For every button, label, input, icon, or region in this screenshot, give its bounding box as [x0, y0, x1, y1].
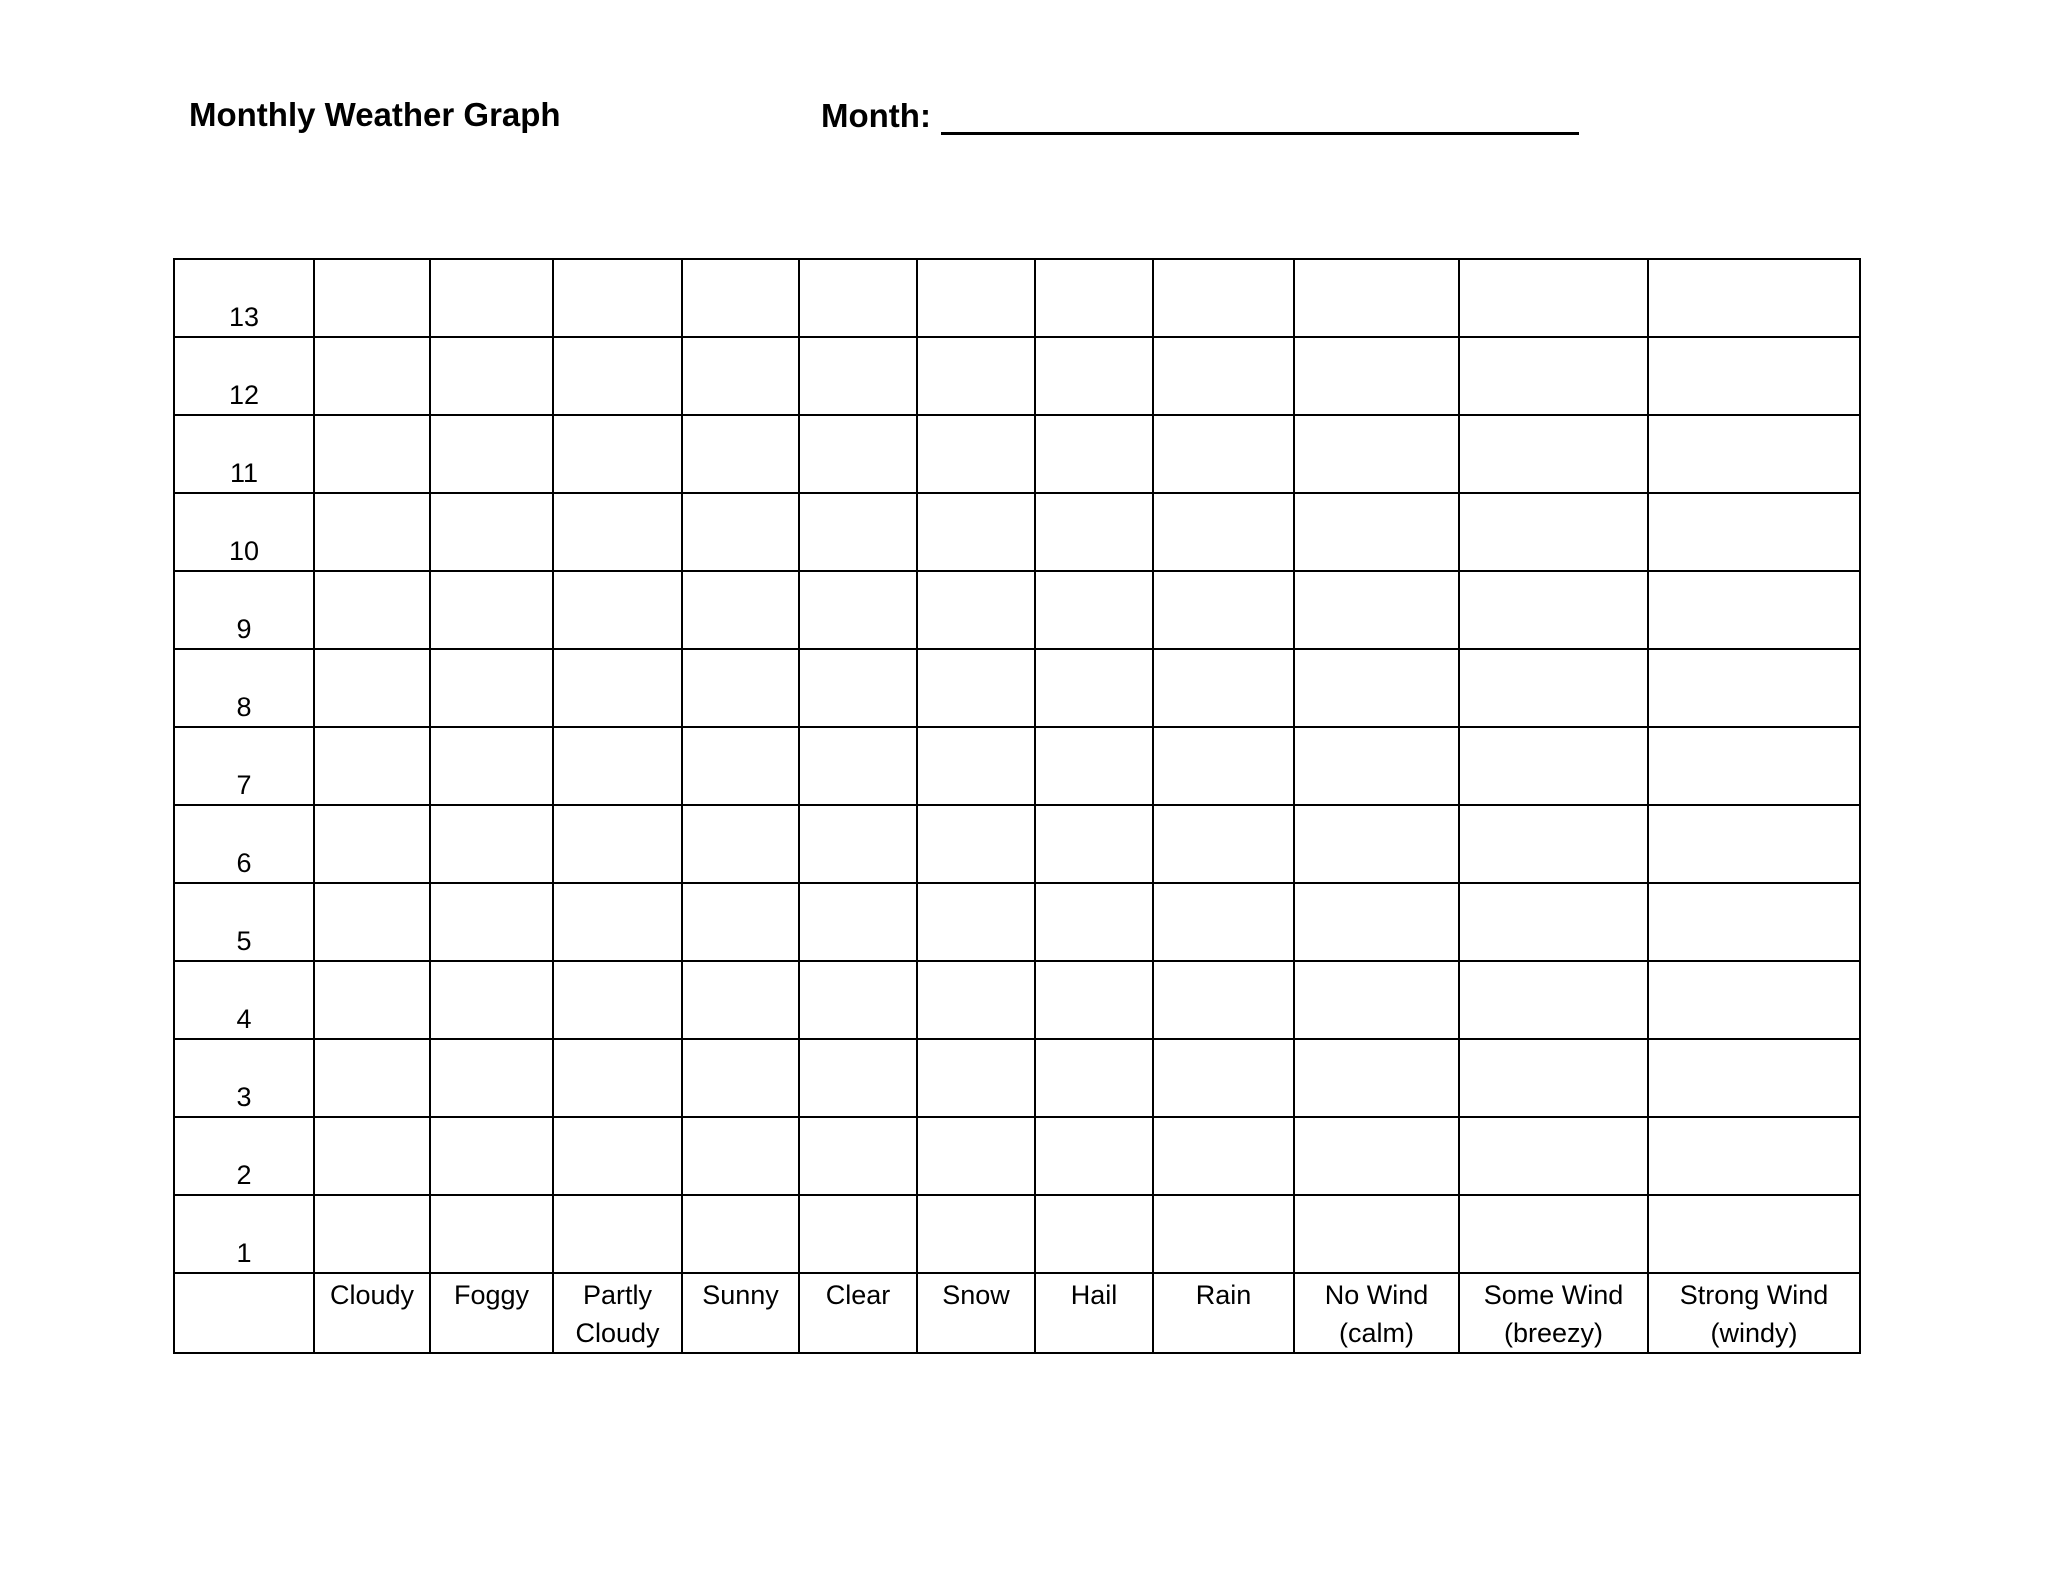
category-label-line1: Clear — [825, 1280, 891, 1310]
graph-cell[interactable] — [1153, 883, 1294, 961]
graph-cell[interactable] — [1294, 805, 1459, 883]
graph-cell[interactable] — [1459, 415, 1648, 493]
y-axis-label: 7 — [174, 727, 314, 805]
graph-cell[interactable] — [1459, 493, 1648, 571]
graph-cell[interactable] — [1648, 1117, 1860, 1195]
graph-cell[interactable] — [1035, 259, 1153, 337]
graph-cell[interactable] — [1035, 1195, 1153, 1273]
graph-cell[interactable] — [682, 259, 799, 337]
graph-cell[interactable] — [799, 493, 917, 571]
graph-cell[interactable] — [799, 259, 917, 337]
graph-cell[interactable] — [314, 571, 430, 649]
graph-cell[interactable] — [1035, 493, 1153, 571]
graph-cell[interactable] — [917, 961, 1035, 1039]
graph-cell[interactable] — [314, 337, 430, 415]
y-axis-label: 12 — [174, 337, 314, 415]
graph-cell[interactable] — [1294, 259, 1459, 337]
graph-cell[interactable] — [682, 727, 799, 805]
graph-cell[interactable] — [799, 649, 917, 727]
graph-cell[interactable] — [553, 1195, 682, 1273]
category-label-line1: Cloudy — [329, 1280, 415, 1310]
graph-cell[interactable] — [430, 649, 553, 727]
graph-cell[interactable] — [799, 337, 917, 415]
graph-cell[interactable] — [430, 805, 553, 883]
graph-cell[interactable] — [1459, 1195, 1648, 1273]
corner-cell — [174, 1273, 314, 1353]
graph-cell[interactable] — [553, 493, 682, 571]
category-label — [314, 1273, 430, 1353]
graph-cell[interactable] — [1153, 727, 1294, 805]
graph-cell[interactable] — [917, 805, 1035, 883]
category-label — [799, 1273, 917, 1353]
grid-row — [174, 337, 1860, 415]
graph-cell[interactable] — [1153, 961, 1294, 1039]
grid-row — [174, 805, 1860, 883]
category-label — [553, 1273, 682, 1353]
graph-cell[interactable] — [1648, 649, 1860, 727]
graph-cell[interactable] — [1648, 415, 1860, 493]
graph-cell[interactable] — [799, 1039, 917, 1117]
graph-cell[interactable] — [799, 415, 917, 493]
graph-cell[interactable] — [1153, 649, 1294, 727]
graph-cell[interactable] — [1294, 649, 1459, 727]
category-label-row — [174, 1273, 1860, 1353]
graph-cell[interactable] — [314, 1039, 430, 1117]
graph-cell[interactable] — [430, 1039, 553, 1117]
graph-cell[interactable] — [1153, 1195, 1294, 1273]
graph-cell[interactable] — [430, 1195, 553, 1273]
graph-cell[interactable] — [682, 961, 799, 1039]
category-label-line2: Cloudy — [575, 1318, 660, 1348]
graph-cell[interactable] — [1648, 571, 1860, 649]
y-axis-label: 1 — [174, 1195, 314, 1273]
graph-cell[interactable] — [1459, 883, 1648, 961]
y-axis-label: 6 — [174, 805, 314, 883]
category-label-line1: Foggy — [453, 1280, 530, 1310]
y-axis-label: 13 — [174, 259, 314, 337]
graph-cell[interactable] — [799, 1195, 917, 1273]
category-label — [1035, 1273, 1153, 1353]
graph-cell[interactable] — [1153, 805, 1294, 883]
graph-cell[interactable] — [430, 571, 553, 649]
graph-cell[interactable] — [553, 1039, 682, 1117]
graph-cell[interactable] — [917, 337, 1035, 415]
graph-cell[interactable] — [1294, 727, 1459, 805]
graph-cell[interactable] — [553, 649, 682, 727]
graph-cell[interactable] — [553, 1117, 682, 1195]
graph-cell[interactable] — [682, 571, 799, 649]
graph-cell[interactable] — [314, 961, 430, 1039]
graph-cell[interactable] — [799, 883, 917, 961]
graph-cell[interactable] — [314, 493, 430, 571]
category-label-line2: (windy) — [1710, 1318, 1798, 1348]
graph-cell[interactable] — [430, 883, 553, 961]
graph-cell[interactable] — [682, 415, 799, 493]
graph-cell[interactable] — [917, 1195, 1035, 1273]
graph-cell[interactable] — [1035, 571, 1153, 649]
graph-cell[interactable] — [1459, 805, 1648, 883]
graph-cell[interactable] — [1294, 1117, 1459, 1195]
graph-cell[interactable] — [1294, 1039, 1459, 1117]
graph-cell[interactable] — [1035, 337, 1153, 415]
graph-cell[interactable] — [1648, 337, 1860, 415]
graph-cell[interactable] — [799, 961, 917, 1039]
graph-cell[interactable] — [682, 1117, 799, 1195]
graph-cell[interactable] — [1153, 493, 1294, 571]
category-label-line1: Partly — [582, 1280, 653, 1310]
graph-cell[interactable] — [314, 1117, 430, 1195]
month-label: Month: — [821, 97, 931, 134]
graph-cell[interactable] — [553, 727, 682, 805]
graph-cell[interactable] — [917, 883, 1035, 961]
category-label — [917, 1273, 1035, 1353]
graph-cell[interactable] — [553, 571, 682, 649]
graph-cell[interactable] — [553, 259, 682, 337]
graph-cell[interactable] — [917, 649, 1035, 727]
graph-cell[interactable] — [430, 259, 553, 337]
graph-cell[interactable] — [1459, 1117, 1648, 1195]
graph-cell[interactable] — [314, 727, 430, 805]
grid-row — [174, 883, 1860, 961]
graph-cell[interactable] — [1035, 805, 1153, 883]
graph-cell[interactable] — [1459, 727, 1648, 805]
grid-row — [174, 493, 1860, 571]
category-label — [1153, 1273, 1294, 1353]
graph-cell[interactable] — [314, 1195, 430, 1273]
graph-cell[interactable] — [553, 883, 682, 961]
category-label-line2: (calm) — [1339, 1318, 1414, 1348]
graph-cell[interactable] — [1153, 571, 1294, 649]
graph-cell[interactable] — [799, 1117, 917, 1195]
grid-row — [174, 1195, 1860, 1273]
graph-cell[interactable] — [553, 805, 682, 883]
graph-cell[interactable] — [682, 805, 799, 883]
graph-cell[interactable] — [553, 961, 682, 1039]
graph-cell[interactable] — [1294, 337, 1459, 415]
graph-cell[interactable] — [1294, 961, 1459, 1039]
y-axis-label: 3 — [174, 1039, 314, 1117]
month-field — [821, 96, 1579, 135]
graph-cell[interactable] — [917, 259, 1035, 337]
category-label-line1: Snow — [942, 1280, 1010, 1310]
graph-cell[interactable] — [553, 337, 682, 415]
graph-cell[interactable] — [1294, 493, 1459, 571]
graph-cell[interactable] — [314, 259, 430, 337]
category-label-line2: (breezy) — [1503, 1318, 1604, 1348]
category-label-line1: Hail — [1070, 1280, 1118, 1310]
graph-cell[interactable] — [1459, 961, 1648, 1039]
y-axis-label: 10 — [174, 493, 314, 571]
graph-cell[interactable] — [1294, 883, 1459, 961]
graph-cell[interactable] — [553, 415, 682, 493]
grid-row — [174, 1117, 1860, 1195]
graph-cell[interactable] — [917, 493, 1035, 571]
graph-cell[interactable] — [917, 727, 1035, 805]
graph-cell[interactable] — [430, 961, 553, 1039]
y-axis-label: 8 — [174, 649, 314, 727]
graph-cell[interactable] — [682, 493, 799, 571]
graph-cell[interactable] — [1294, 571, 1459, 649]
grid-row — [174, 649, 1860, 727]
graph-cell[interactable] — [682, 1039, 799, 1117]
graph-cell[interactable] — [1294, 1195, 1459, 1273]
graph-cell[interactable] — [430, 337, 553, 415]
category-label-line1: Some Wind — [1483, 1280, 1624, 1310]
category-label-line1: Rain — [1195, 1280, 1252, 1310]
graph-cell[interactable] — [1648, 727, 1860, 805]
category-label-line1: No Wind — [1324, 1280, 1429, 1310]
graph-cell[interactable] — [430, 727, 553, 805]
graph-cell[interactable] — [1035, 727, 1153, 805]
graph-cell[interactable] — [1035, 1039, 1153, 1117]
graph-cell[interactable] — [1459, 649, 1648, 727]
graph-cell[interactable] — [1648, 805, 1860, 883]
graph-cell[interactable] — [1648, 961, 1860, 1039]
category-label-line1: Strong Wind — [1679, 1280, 1829, 1310]
y-axis-label: 4 — [174, 961, 314, 1039]
graph-cell[interactable] — [430, 1117, 553, 1195]
graph-cell[interactable] — [682, 649, 799, 727]
grid-body — [174, 259, 1860, 1353]
graph-cell[interactable] — [1459, 571, 1648, 649]
category-label — [1459, 1273, 1648, 1353]
graph-cell[interactable] — [1153, 1039, 1294, 1117]
graph-cell[interactable] — [682, 1195, 799, 1273]
graph-cell[interactable] — [430, 415, 553, 493]
graph-cell[interactable] — [799, 571, 917, 649]
graph-cell[interactable] — [1035, 1117, 1153, 1195]
graph-cell[interactable] — [1648, 259, 1860, 337]
graph-cell[interactable] — [1648, 883, 1860, 961]
category-label — [430, 1273, 553, 1353]
y-axis-label: 2 — [174, 1117, 314, 1195]
graph-cell[interactable] — [1459, 1039, 1648, 1117]
graph-cell[interactable] — [1035, 649, 1153, 727]
graph-cell[interactable] — [314, 415, 430, 493]
graph-cell[interactable] — [314, 883, 430, 961]
graph-cell[interactable] — [799, 805, 917, 883]
y-axis-label: 5 — [174, 883, 314, 961]
y-axis-label: 9 — [174, 571, 314, 649]
graph-cell[interactable] — [1459, 337, 1648, 415]
grid-row — [174, 1039, 1860, 1117]
graph-cell[interactable] — [682, 883, 799, 961]
graph-cell[interactable] — [1153, 1117, 1294, 1195]
graph-cell[interactable] — [1648, 1039, 1860, 1117]
category-label — [1648, 1273, 1860, 1353]
graph-cell[interactable] — [917, 1039, 1035, 1117]
grid-row — [174, 571, 1860, 649]
month-blank-line[interactable] — [941, 96, 1579, 135]
y-axis-label: 11 — [174, 415, 314, 493]
graph-cell[interactable] — [799, 727, 917, 805]
grid-row — [174, 415, 1860, 493]
weather-graph-grid — [173, 258, 1861, 1354]
page-header — [189, 96, 1589, 146]
graph-cell[interactable] — [1035, 415, 1153, 493]
graph-cell[interactable] — [314, 649, 430, 727]
graph-cell[interactable] — [1153, 415, 1294, 493]
graph-cell[interactable] — [917, 415, 1035, 493]
category-label — [1294, 1273, 1459, 1353]
graph-cell[interactable] — [430, 493, 553, 571]
graph-cell[interactable] — [314, 805, 430, 883]
graph-cell[interactable] — [1153, 337, 1294, 415]
graph-cell[interactable] — [682, 337, 799, 415]
graph-cell[interactable] — [1035, 883, 1153, 961]
category-label-line1: Sunny — [702, 1280, 779, 1310]
graph-cell[interactable] — [1648, 493, 1860, 571]
grid-row — [174, 727, 1860, 805]
grid-row — [174, 259, 1860, 337]
graph-cell[interactable] — [1153, 259, 1294, 337]
graph-cell[interactable] — [1648, 1195, 1860, 1273]
category-label — [682, 1273, 799, 1353]
grid-row — [174, 961, 1860, 1039]
graph-cell[interactable] — [1294, 415, 1459, 493]
page-title: Monthly Weather Graph — [189, 96, 561, 133]
graph-cell[interactable] — [917, 1117, 1035, 1195]
graph-cell[interactable] — [1459, 259, 1648, 337]
graph-cell[interactable] — [1035, 961, 1153, 1039]
graph-cell[interactable] — [917, 571, 1035, 649]
